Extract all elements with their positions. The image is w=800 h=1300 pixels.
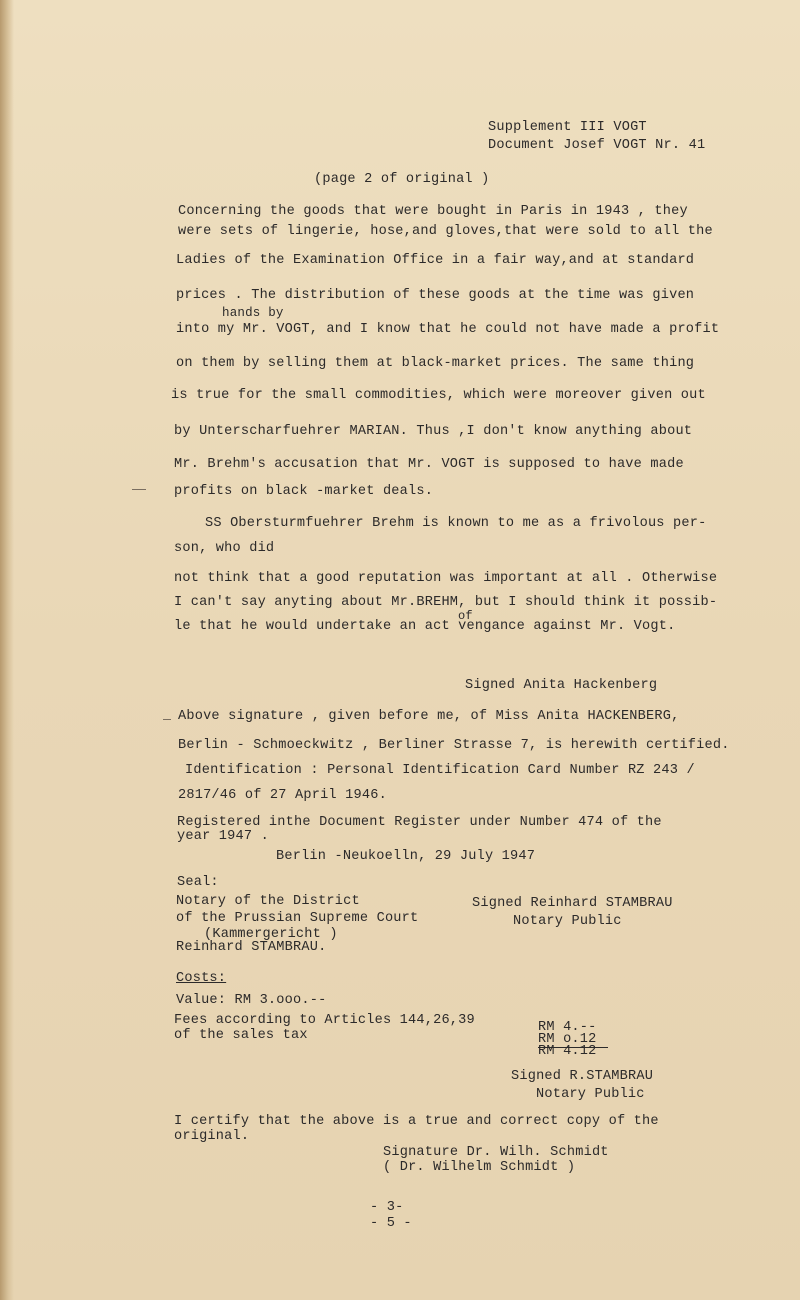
statement-line: not think that a good reputation was important at all . Otherwise [174,571,718,586]
costs-amount: RM o.12 [538,1032,597,1047]
supplement-label: Supplement III VOGT [488,120,647,135]
copy-certification: I certify that the above is a true and correct copy of the [174,1114,659,1129]
statement-line: is true for the small commodities, which were moreover given out [171,388,706,403]
statement-line: Mr. Brehm's accusation that Mr. VOGT is supposed to have made [174,457,684,472]
statement-line: Ladies of the Examination Office in a fair way,and at standard [176,253,695,268]
costs-heading: Costs: [176,971,227,986]
costs-amount: RM 4.-- [538,1020,597,1035]
copy-certification: original. [174,1129,250,1144]
costs-fees: Fees according to Articles 144,26,39 [174,1013,475,1028]
statement-line: SS Obersturmfuehrer Brehm is known to me as a frivolous per- [205,516,707,531]
copy-signer-name: ( Dr. Wilhelm Schmidt ) [383,1160,576,1175]
statement-line: into my Mr. VOGT, and I know that he could not have made a profit [176,322,720,337]
statement-line: prices . The distribution of these goods at the time was given [176,288,695,303]
margin-mark [163,719,171,720]
notary-signature: Signed Reinhard STAMBRAU [472,896,673,911]
seal-line: Reinhard STAMBRAU. [176,940,327,955]
statement-line: on them by selling them at black-market prices. The same thing [176,356,695,371]
margin-mark [132,489,146,490]
copy-signature: Signature Dr. Wilh. Schmidt [383,1145,609,1160]
costs-notary-title: Notary Public [536,1087,645,1102]
costs-signature: Signed R.STAMBRAU [511,1069,654,1084]
statement-line: Concerning the goods that were bought in Paris in 1943 , they [178,204,688,219]
certification-line: Registered inthe Document Register under Number 474 of the [177,815,662,830]
costs-amount: RM 4.12 [538,1044,597,1059]
page-note: (page 2 of original ) [314,172,490,187]
seal-line: of the Prussian Supreme Court [176,911,419,926]
statement-line: le that he would undertake an act vengance against Mr. Vogt. [174,619,676,634]
statement-line: profits on black -market deals. [174,484,434,499]
statement-line: son, who did [174,541,275,556]
statement-insertion: of [458,609,473,623]
statement-line: I can't say anyting about Mr.BREHM, but I should think it possib- [174,595,718,610]
seal-line: (Kammergericht ) [204,927,338,942]
statement-insertion: hands by [222,306,284,320]
certification-line: 2817/46 of 27 April 1946. [178,788,387,803]
costs-fees: of the sales tax [174,1028,308,1043]
page-number: - 5 - [370,1216,412,1231]
place-date: Berlin -Neukoelln, 29 July 1947 [276,849,536,864]
certification-line: year 1947 . [177,829,269,844]
seal-line: Notary of the District [176,894,360,909]
statement-line: by Unterscharfuehrer MARIAN. Thus ,I don't know anything about [174,424,693,439]
notary-title: Notary Public [513,914,622,929]
statement-line: were sets of lingerie, hose,and gloves,that were sold to all the [178,224,713,239]
document-number: Document Josef VOGT Nr. 41 [488,138,706,153]
certification-line: Above signature , given before me, of Miss Anita HACKENBERG, [178,709,680,724]
seal-label: Seal: [177,875,219,890]
certification-line: Berlin - Schmoeckwitz , Berliner Strasse 7, is herewith certified. [178,738,730,753]
page-number: - 3- [370,1200,404,1215]
certification-line: Identification : Personal Identification Card Number RZ 243 / [185,763,695,778]
statement-signature: Signed Anita Hackenberg [465,678,658,693]
costs-value: Value: RM 3.ooo.-- [176,993,327,1008]
